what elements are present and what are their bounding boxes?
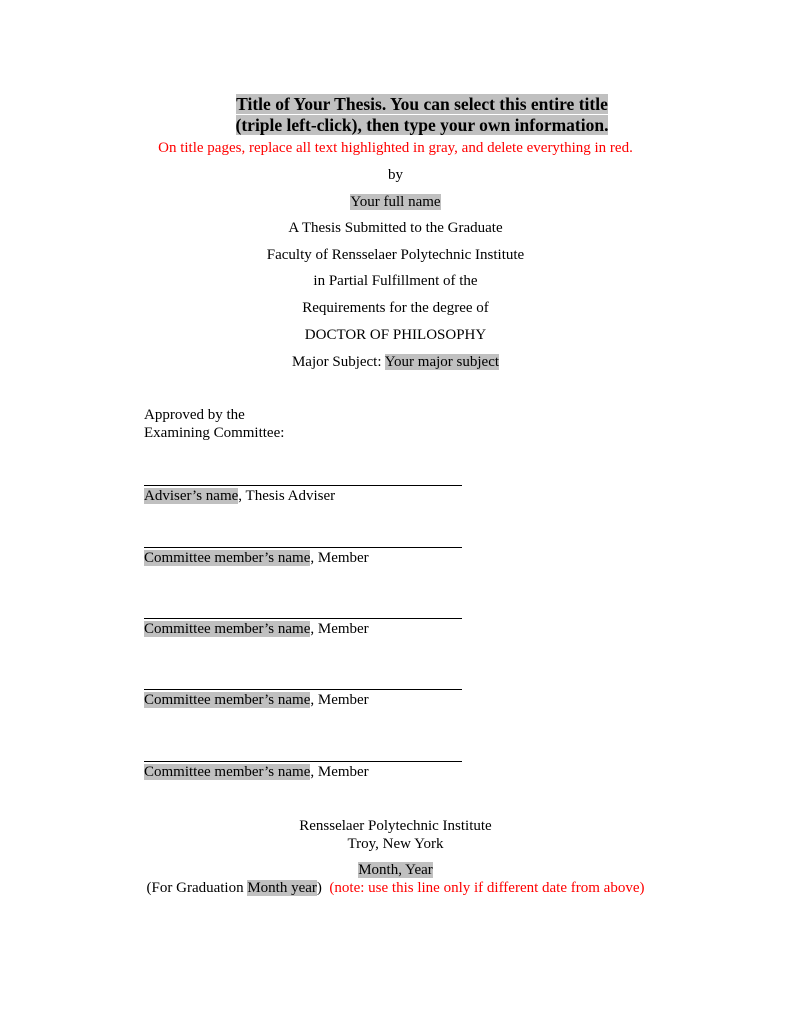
committee-member-role-2: , Member [310,621,369,637]
degree-name: DOCTOR OF PHILOSOPHY [304,327,487,343]
graduation-prefix: (For Graduation [146,880,248,896]
submission-line-4: Requirements for the degree of [302,300,489,316]
signature-line-adviser [144,485,462,486]
month-year[interactable]: Month, Year [358,862,433,878]
signature-line-member-3 [144,689,462,690]
signature-label-member-2 [144,620,369,638]
submission-line-1: A Thesis Submitted to the Graduate [288,220,503,236]
major-subject-label: Major Subject: [291,354,385,370]
adviser-role: , Thesis Adviser [238,488,336,504]
major-subject-line [0,353,791,371]
signature-label-member-4 [144,763,369,781]
committee-member-name-1[interactable]: Committee member’s name [144,550,311,566]
instruction-note: On title pages, replace all text highlighted in gray, and delete everything in red. [158,140,633,156]
by-label: by [388,167,403,183]
thesis-title-text-1[interactable]: Title of Your Thesis. You can select this entire title [236,94,608,114]
institution-location: Troy, New York [347,836,444,852]
major-subject-value[interactable]: Your major subject [384,354,500,370]
committee-member-name-4[interactable]: Committee member’s name [144,764,311,780]
graduation-suffix: ) [316,880,322,896]
author-line [0,193,791,211]
submission-line-3: in Partial Fulfillment of the [313,273,478,289]
signature-label-member-1 [144,549,369,567]
date-line [0,861,791,879]
author-name[interactable]: Your full name [350,194,441,210]
adviser-name[interactable]: Adviser’s name [144,488,239,504]
approval-line-2: Examining Committee: [144,425,285,441]
committee-member-role-4: , Member [310,764,369,780]
committee-member-role-3: , Member [310,692,369,708]
thesis-title-line-1[interactable] [0,94,791,115]
committee-member-role-1: , Member [310,550,369,566]
graduation-line [0,879,791,897]
committee-member-name-2[interactable]: Committee member’s name [144,621,311,637]
signature-label-adviser [144,487,335,505]
institution-name: Rensselaer Polytechnic Institute [299,818,492,834]
thesis-title-line-2[interactable] [0,115,791,136]
graduation-note: (note: use this line only if different date from above) [329,880,645,896]
thesis-title-text-2[interactable]: (triple left-click), then type your own information. [235,115,609,135]
submission-line-2: Faculty of Rensselaer Polytechnic Institute [266,247,525,263]
signature-label-member-3 [144,691,369,709]
signature-line-member-4 [144,761,462,762]
signature-line-member-1 [144,547,462,548]
committee-member-name-3[interactable]: Committee member’s name [144,692,311,708]
graduation-month-year[interactable]: Month year [247,880,317,896]
approval-line-1: Approved by the [144,407,245,423]
signature-line-member-2 [144,618,462,619]
